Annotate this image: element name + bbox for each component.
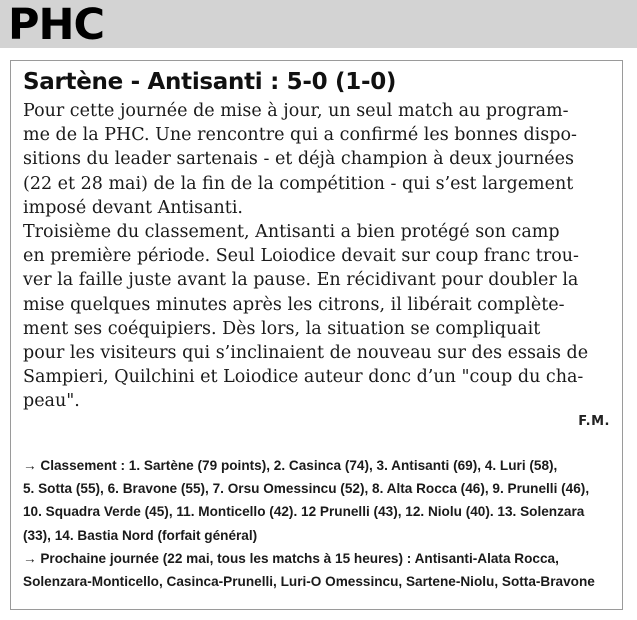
section-title: PHC — [8, 0, 105, 50]
body-line: pour les visiteurs qui s’inclinaient de nouveau sur des essais de — [23, 343, 589, 364]
article-box — [10, 60, 623, 610]
standings-notes — [23, 454, 617, 593]
body-line: Sampieri, Quilchini et Loiodice auteur donc d’un "coup du cha- — [23, 367, 584, 388]
body-line: me de la PHC. Une rencontre qui a confirmé les bonnes dispo- — [23, 125, 577, 146]
section-header — [0, 0, 637, 48]
body-line: mise quelques minutes après les citrons, il libérait complète- — [23, 294, 565, 315]
body-line: en première période. Seul Loiodice devait sur coup franc trou- — [23, 246, 579, 267]
body-line: Troisième du classement, Antisanti a bien protégé son camp — [23, 222, 560, 243]
body-line: peau". — [23, 391, 80, 412]
notes-line: → Classement : 1. Sartène (79 points), 2. Casinca (74), 3. Antisanti (69), 4. Luri (58), — [23, 458, 558, 473]
notes-line: 5. Sotta (55), 6. Bravone (55), 7. Orsu Omessincu (52), 8. Alta Rocca (46), 9. Prunelli (46), — [23, 481, 590, 497]
article-title: Sartène - Antisanti : 5-0 (1-0) — [23, 69, 397, 95]
notes-line: Solenzara-Monticello, Casinca-Prunelli, Luri-O Omessincu, Sartene-Niolu, Sotta-Bravone — [23, 574, 595, 590]
article-body — [23, 99, 617, 414]
notes-line: 10. Squadra Verde (45), 11. Monticello (42). 12 Prunelli (43), 12. Niolu (40). 13. Solenzara — [23, 504, 585, 520]
body-line: (22 et 28 mai) de la fin de la compétition - qui s’est largement — [23, 173, 574, 194]
notes-line: (33), 14. Bastia Nord (forfait général) — [23, 527, 258, 543]
author-signature: F.M. — [578, 414, 610, 429]
body-line: imposé devant Antisanti. — [23, 197, 243, 218]
body-line: sitions du leader sartenais - et déjà champion à deux journées — [23, 149, 574, 170]
body-line: ment ses coéquipiers. Dès lors, la situation se compliquait — [23, 318, 541, 339]
body-line: ver la faille juste avant la pause. En récidivant pour doubler la — [23, 270, 579, 291]
notes-line: → Prochaine journée (22 mai, tous les matchs à 15 heures) : Antisanti-Alata Rocca, — [23, 550, 559, 566]
body-line: Pour cette journée de mise à jour, un seul match au program- — [23, 101, 569, 121]
